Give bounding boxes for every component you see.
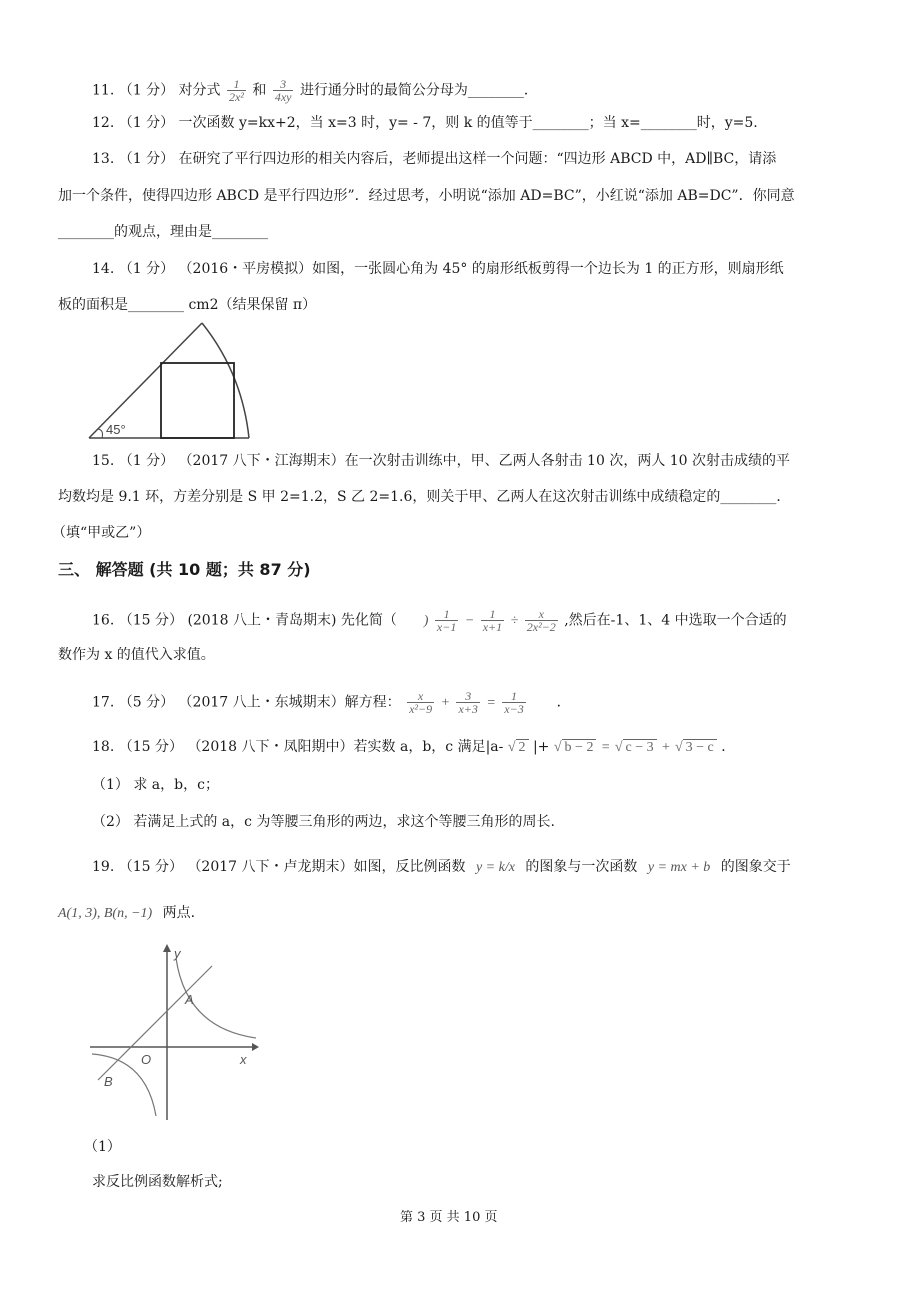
q19-line-1 (92, 857, 791, 878)
point-a-label: A (185, 992, 194, 1007)
q12-text: 一次函数 y=kx+2，当 x=3 时，y= - 7，则 k 的值等于________；当 x=________时，y=5. (178, 115, 758, 131)
q15-score: （1 分） (118, 453, 175, 469)
q19-points: A(1, 3), B(n, −1) (58, 906, 153, 921)
q17-fraction-a: $\frac{x}{\text{x²−9}}$ (409, 689, 433, 716)
linear-line (98, 966, 212, 1080)
angle-marker (98, 429, 103, 438)
q18-plus: + (661, 740, 671, 755)
q19-number: 19. (92, 859, 115, 875)
q19-text-d: 两点. (162, 905, 196, 921)
q17-plus: + (440, 695, 451, 711)
q16-number: 16. (92, 612, 115, 629)
q17-number: 17. (92, 694, 115, 711)
q17-text: （2017 八上・东城期末）解方程： (178, 694, 401, 711)
q16-fraction-c: $\frac{x}{\text{2x²−2}}$ (526, 607, 556, 634)
y-axis-label: y (174, 946, 181, 961)
q18-number: 18. (92, 739, 115, 755)
angle-label: 45° (106, 422, 126, 437)
q15-line-1 (92, 451, 790, 471)
inner-square (161, 363, 234, 438)
q16-fraction-b: $\frac{1}{x+1}$ (482, 607, 503, 634)
y-axis-arrow (163, 944, 171, 952)
q18-text-b: |+ (532, 739, 550, 755)
q17-equals: = (486, 695, 496, 711)
q19-sub-1-number: （1） (84, 1139, 121, 1155)
q16-fraction-a: $\frac{1}{x-1}$ (436, 607, 457, 634)
q16-line-2: 数作为 x 的值代入求值。 (58, 647, 215, 663)
x-axis-arrow (252, 1043, 259, 1051)
q16-close-paren: ) (423, 613, 429, 629)
q16-score: （15 分） (118, 612, 183, 629)
q11-and: 和 (252, 82, 267, 99)
q13-line-1 (92, 149, 776, 169)
q14-line-2: 板的面积是________ cm2（结果保留 π） (58, 297, 317, 313)
q16-line-1 (92, 608, 787, 633)
q13-score: （1 分） (118, 151, 175, 167)
sector-square-figure (84, 318, 264, 444)
q18-root-3: √ c − 3 (615, 738, 657, 758)
q17-fraction-c: $\frac{1}{x-3}$ (504, 689, 524, 716)
q15-line-3: （填“甲或乙”） (52, 525, 151, 541)
q11-text-a: 对分式 (178, 82, 221, 99)
point-b-label: B (104, 1074, 113, 1089)
function-graph (86, 940, 262, 1126)
q19-score: （15 分） (118, 859, 183, 875)
q11-line (92, 78, 538, 103)
x-axis-label: x (240, 1052, 247, 1067)
q17-end: ． (556, 694, 571, 711)
q19-text-b: 的图象与一次函数 (525, 859, 638, 875)
q18-sub-1: （1） 求 a，b，c； (92, 777, 219, 793)
q15-text-1: （2017 八下・江海期末）在一次射击训练中，甲、乙两人各射击 10 次，两人 10 次射击成绩的平 (178, 453, 791, 469)
q18-root-2: √ b − 2 (554, 738, 597, 758)
q19-text-a: （2017 八下・卢龙期末）如图，反比例函数 (187, 859, 466, 875)
q11-fraction-2: $\frac{3}{4xy}$ (274, 77, 292, 104)
q16-minus: − (464, 613, 475, 629)
q11-fraction-1: $\frac{1}{\text{2x²}}$ (228, 77, 244, 104)
q11-score: （1 分） (118, 82, 175, 99)
sector-radius-line (89, 323, 202, 438)
q18-root-1: √ 2 (508, 738, 529, 758)
q18-line (92, 737, 735, 758)
q13-text-1: 在研究了平行四边形的相关内容后，老师提出这样一个问题：“四边形 ABCD 中，AD∥BC，请添 (178, 151, 777, 167)
q13-number: 13. (92, 151, 115, 167)
sector-arc (202, 323, 249, 438)
q18-root-4: √ 3 − c (675, 738, 717, 758)
origin-label: O (141, 1052, 152, 1067)
q14-score: （1 分） (118, 261, 175, 277)
q18-text-a: （2018 八下・凤阳期中）若实数 a，b，c 满足|a- (187, 739, 504, 755)
q12-number: 12. (92, 115, 115, 131)
q14-text-1: （2016・平房模拟）如图，一张圆心角为 45° 的扇形纸板剪得一个边长为 1 的正方形，则扇形纸 (178, 261, 784, 277)
q19-formula-2: y = mx + b (647, 860, 711, 875)
q11-text-b: 进行通分时的最简公分母为________． (299, 82, 538, 99)
q13-line-2: 加一个条件，使得四边形 ABCD 是平行四边形”．经过思考，小明说“添加 AD=BC”，小红说“添加 AB=DC”．你同意 (58, 188, 795, 204)
q19-formula-1: y = k/x (475, 860, 515, 875)
q16-text-a: (2018 八上・青岛期末) 先化简（ (187, 612, 397, 629)
q12-line (92, 113, 758, 133)
q11-number: 11. (92, 82, 115, 99)
q15-line-2: 均数均是 9.1 环，方差分别是 S 甲 2=1.2，S 乙 2=1.6，则关于甲、乙两人在这次射击训练中成绩稳定的________． (58, 489, 791, 505)
q17-fraction-b: $\frac{3}{x+3}$ (458, 689, 478, 716)
q19-sub-1-text: 求反比例函数解析式; (92, 1174, 223, 1190)
q18-end: ． (721, 739, 736, 755)
q17-score: （5 分） (118, 694, 175, 711)
q16-text-b: ,然后在-1、1、4 中选取一个合适的 (564, 612, 787, 629)
q16-divide: ÷ (510, 613, 519, 629)
q18-score: （15 分） (118, 739, 183, 755)
page-footer: 第 3 页 共 10 页 (400, 1210, 498, 1225)
section-title: 三、 解答题 (共 10 题；共 87 分) (58, 560, 311, 579)
q18-sub-2: （2） 若满足上式的 a，c 为等腰三角形的两边，求这个等腰三角形的周长. (92, 814, 555, 830)
q18-equals: = (600, 740, 611, 755)
q14-number: 14. (92, 261, 115, 277)
q17-line (92, 690, 571, 715)
q19-line-2 (58, 903, 195, 924)
q19-text-c: 的图象交于 (720, 859, 791, 875)
q14-line-1 (92, 259, 784, 279)
q12-score: （1 分） (118, 115, 175, 131)
q15-number: 15. (92, 453, 115, 469)
q13-line-3: ________的观点，理由是________ (58, 224, 268, 240)
